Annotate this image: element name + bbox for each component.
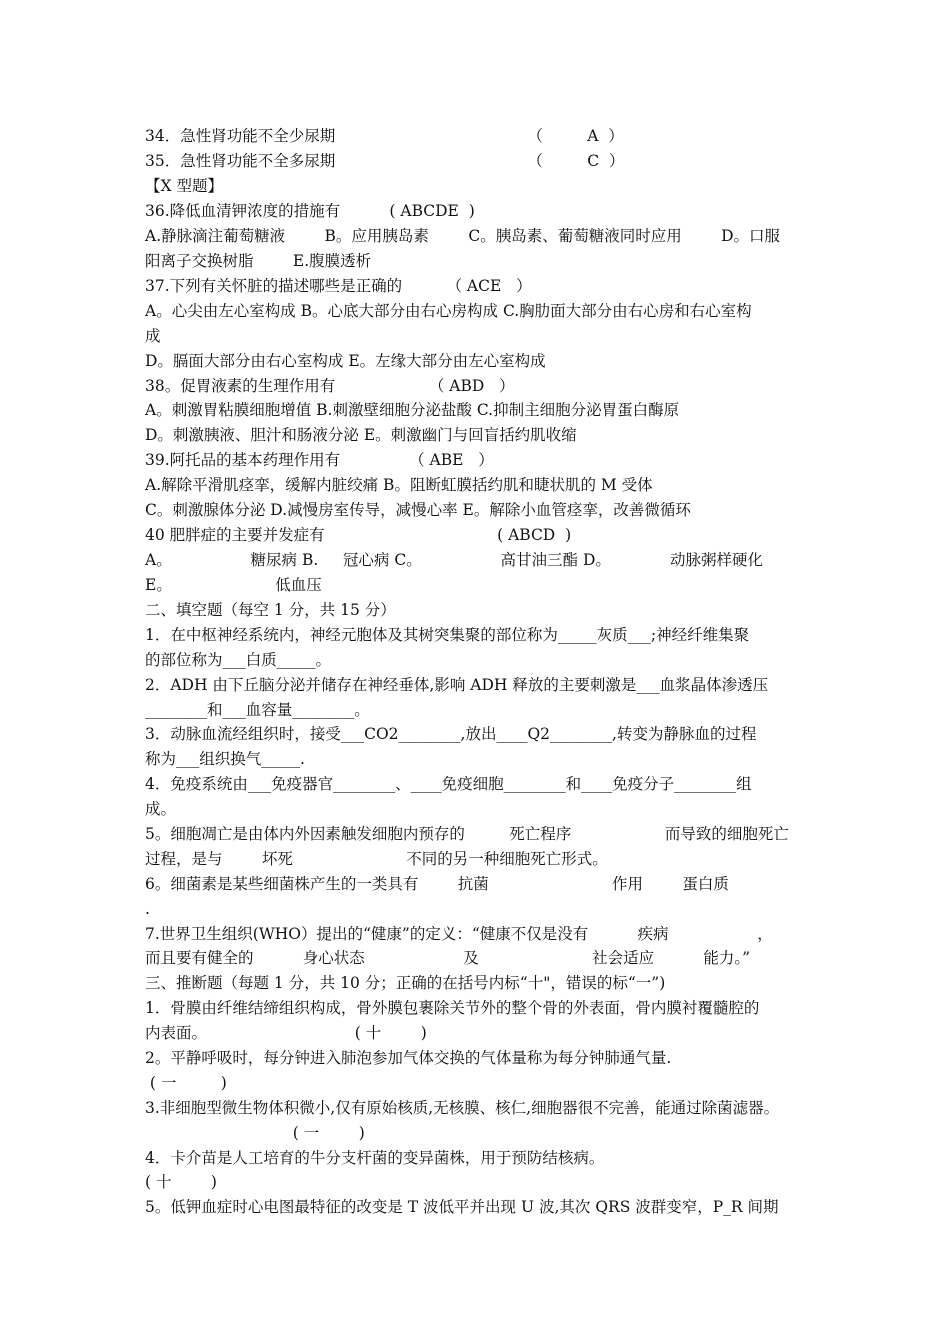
- text-line: 35．急性肾功能不全多尿期 （ C ）: [145, 152, 625, 170]
- text-line: 2。平静呼吸时，每分钟进入肺泡参加气体交换的气体量称为每分钟肺通气量.: [145, 1049, 672, 1067]
- text-line: 三、推断题（每题 1 分，共 10 分；正确的在括号内标“十"，错误的标“一”): [145, 974, 666, 992]
- text-line: D。刺激胰液、胆汁和肠液分泌 E。刺激幽门与回盲括约肌收缩: [145, 426, 577, 444]
- text-line: 7.世界卫生组织(WHO）提出的“健康”的定义：“健康不仅是没有 疾病 ，: [145, 925, 773, 943]
- text-line: .: [145, 900, 150, 918]
- text-line: ( 一 ): [145, 1124, 365, 1142]
- text-line: E。 低血压: [145, 576, 322, 594]
- text-line: 5。细胞凋亡是由体内外因素触发细胞内预存的 死亡程序 而导致的细胞死亡: [145, 825, 789, 843]
- text-line: 39.阿托品的基本药理作用有 （ ABE ）: [145, 451, 494, 469]
- text-line: 37.下列有关怀脏的描述哪些是正确的 （ ACE ）: [145, 277, 532, 295]
- text-line: 1．在中枢神经系统内，神经元胞体及其树突集聚的部位称为_____灰质___;神经纤维集聚: [145, 626, 750, 644]
- text-line: 成。: [145, 800, 177, 818]
- text-line: 内表面。 ( 十 ): [145, 1024, 427, 1042]
- text-line: A。刺激胃粘膜细胞增值 B.刺激壁细胞分泌盐酸 C.抑制主细胞分泌胃蛋白酶原: [145, 401, 680, 419]
- text-line: 5。低钾血症时心电图最特征的改变是 T 波低平并出现 U 波,其次 QRS 波群变窄，P_R 间期: [145, 1198, 779, 1216]
- text-line: 34．急性肾功能不全少尿期 （ A ）: [145, 127, 624, 145]
- text-line: A.解除平滑肌痉挛，缓解内脏绞痛 B。阻断虹膜括约肌和睫状肌的 M 受体: [145, 476, 653, 494]
- text-line: 称为___组织换气_____.: [145, 750, 305, 768]
- text-line: 3．动脉血流经组织时，接受___CO2________,放出____Q2________,转变为静脉血的过程: [145, 725, 757, 743]
- text-line: 2．ADH 由下丘脑分泌并储存在神经垂体,影响 ADH 释放的主要刺激是___血浆晶体渗透压: [145, 676, 769, 694]
- text-line: 1．骨膜由纤维结缔组织构成，骨外膜包裹除关节外的整个骨的外表面，骨内膜衬覆髓腔的: [145, 999, 760, 1017]
- text-line: 4．免疫系统由___免疫器官________、____免疫细胞________和____免疫分子________组: [145, 775, 752, 793]
- text-line: 40 肥胖症的主要并发症有 ( ABCD ): [145, 526, 572, 544]
- text-line: 【X 型题】: [145, 177, 223, 195]
- text-line: D。膈面大部分由右心室构成 E。左缘大部分由左心室构成: [145, 352, 546, 370]
- text-line: 3.非细胞型微生物体积微小,仅有原始核质,无核膜、核仁,细胞器很不完善，能通过除菌滤器。: [145, 1099, 780, 1117]
- text-line: 的部位称为___白质_____。: [145, 651, 332, 669]
- text-line: ( 一 ): [145, 1074, 227, 1092]
- text-line: 成: [145, 327, 161, 345]
- text-line: 而且要有健全的 身心状态 及 社会适应 能力。”: [145, 949, 751, 967]
- text-line: 二、填空题（每空 1 分，共 15 分）: [145, 601, 396, 619]
- text-line: A。 糖尿病 B. 冠心病 C。 高甘油三酯 D。 动脉粥样硬化: [145, 551, 764, 569]
- text-line: ( 十 ): [145, 1173, 217, 1191]
- text-line: 过程，是与 坏死 不同的另一种细胞死亡形式。: [145, 850, 608, 868]
- text-line: 38。促胃液素的生理作用有 （ ABD ）: [145, 377, 515, 395]
- text-line: ________和___血容量________。: [145, 701, 370, 719]
- text-line: 6。细菌素是某些细菌株产生的一类具有 抗菌 作用 蛋白质: [145, 875, 729, 893]
- text-line: C。刺激腺体分泌 D.减慢房室传导，减慢心率 E。解除小血管痉挛，改善微循环: [145, 501, 691, 519]
- text-line: 4．卡介苗是人工培育的牛分支杆菌的变异菌株，用于预防结核病。: [145, 1149, 605, 1167]
- text-line: A.静脉滴注葡萄糖液 B。应用胰岛素 C。胰岛素、葡萄糖液同时应用 D。口服: [145, 227, 781, 245]
- text-line: 36.降低血清钾浓度的措施有 ( ABCDE ): [145, 202, 475, 220]
- text-line: 阳离子交换树脂 E.腹膜透析: [145, 252, 372, 270]
- text-line: A。心尖由左心室构成 B。心底大部分由右心房构成 C.胸肋面大部分由右心房和右心室构: [145, 302, 752, 320]
